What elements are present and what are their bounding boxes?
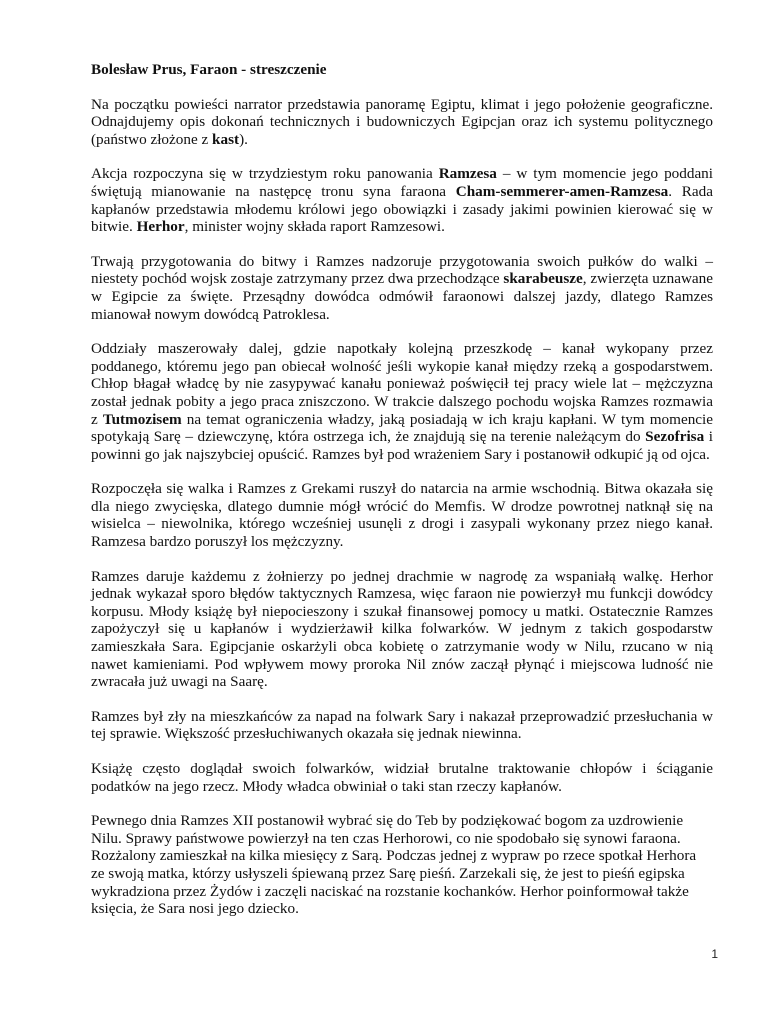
text-run: na temat ograniczenia władzy, jaką posiadają w ich kraju kapłani. W tym momencie spotykają Sarę – dziewczynę, która ostrzega ich, że znajdują się na terenie należącym do (91, 410, 713, 446)
paragraph-1 (91, 96, 713, 149)
paragraph-4 (91, 340, 713, 463)
text-run: . Rada kapłanów przedstawia młodemu królowi jego obowiązki i zasady jakimi powinien kierować się w bitwie. (91, 182, 713, 236)
paragraph-9: Pewnego dnia Ramzes XII postanowił wybrać się do Teb by podziękować bogom za uzdrowienie Nilu. Sprawy państwowe powierzył na ten czas Herhorowi, co nie spodobało się synowi faraona. Rozżalony zamieszkał na kilka miesięcy z Sarą. Podczas jednej z wypraw po rzece spotkał Herhora ze swoją matka, którzy usłyszeli śpiewaną przez Sarę pieśń. Zarzekali się, że jest to pieśń egipska wykradziona przez Żydów i zaczęli naciskać na rozstanie kochanków. Herhor poinformował także księcia, że Sara nosi jego dziecko. (91, 812, 697, 918)
bold-term-herhor: Herhor (136, 218, 185, 236)
bold-term-tutmozisem: Tutmozisem (102, 410, 182, 428)
text-run: Akcja rozpoczyna się w trzydziestym roku panowania (91, 165, 439, 183)
page-number: 1 (711, 947, 718, 961)
text-run: Trwają przygotowania do bitwy i Ramzes nadzoruje przygotowania swoich pułków do walki – niestety pochód wojsk zostaje zatrzymany przez dwa przechodzące (91, 252, 713, 288)
bold-term-cham-semmerer: Cham-semmerer-amen-Ramzesa (455, 182, 669, 200)
text-run: ). (239, 130, 248, 148)
text-run: , zwierzęta uznawane w Egipcie za święte. Przesądny dowódca odmówił faraonowi dalszej jazdy, dlatego Ramzes mianował nowym dowódcą Patroklesa. (91, 270, 713, 323)
paragraph-2 (91, 165, 713, 235)
paragraph-5: Rozpoczęła się walka i Ramzes z Grekami ruszył do natarcia na armie wschodnią. Bitwa okazała się dla niego zwycięska, dlatego dumnie mógł wrócić do Memfis. W drodze powrotnej natknął się na wisielca – niewolnika, którego wcześniej usunęli z drogi i zasypali wykonany przez niego kanał. Ramzesa bardzo poruszył los mężczyzny. (91, 480, 713, 551)
text-run: Na początku powieści narrator przedstawia panoramę Egiptu, klimat i jego położenie geograficzne. Odnajdujemy opis dokonań technicznych i budowniczych Egipcjan oraz ich systemu politycznego (państwo złożone z (91, 95, 713, 148)
text-run: , minister wojny składa raport Ramzesowi. (184, 218, 445, 236)
paragraph-6: Ramzes daruje każdemu z żołnierzy po jednej drachmie w nagrodę za wspaniałą walkę. Herhor jednak wykazał sporo błędów taktycznych Ramzesa, więc faraon nie powierzył mu funkcji dowódcy korpusu. Młody książę był niepocieszony i szukał finansowej pomocy u matki. Ostatecznie Ramzes zapożyczył się u kapłanów i wydzierżawił kilka folwarków. W jednym z takich gospodarstw zamieszkała Sara. Egipcjanie oskarżyli obca kobietę o zatrzymanie wody w Nilu, rzucano w nią nawet kamieniami. Pod wpływem mowy proroka Nil znów zaczął płynąć i miejscowa ludność nie zwracała już uwagi na Saarę. (91, 567, 713, 691)
paragraph-7: Ramzes był zły na mieszkańców za napad na folwark Sary i nakazał przeprowadzić przesłuchania w tej sprawie. Większość przesłuchiwanych okazała się jednak niewinna. (91, 707, 713, 743)
document-title: Bolesław Prus, Faraon - streszczenie (91, 61, 327, 78)
paragraph-8: Książę często doglądał swoich folwarków, widział brutalne traktowanie chłopów i ściąganie podatków na jego rzecz. Młody władca obwiniał o taki stan rzeczy kapłanów. (91, 760, 713, 795)
text-run: Oddziały maszerowały dalej, gdzie napotkały kolejną przeszkodę – kanał wykopany przez poddanego, któremu jego pan obiecał wolność jeśli wykopie kanał między rzeką a gospodarstwem. Chłop błagał władcę by nie zasypywać kanału ponieważ poświęcił tej pracy wiele lat – mężczyzna został jednak pobity a jego praca zniszczono. W trakcie dalszego pochodu wojska Ramzes rozmawia z (91, 340, 713, 428)
bold-term-kast: kast (212, 130, 240, 148)
document-body (91, 61, 713, 935)
bold-term-ramzesa: Ramzesa (438, 165, 497, 183)
paragraph-3 (91, 253, 713, 323)
text-run: i powinni go jak najszybciej opuścić. Ramzes był pod wrażeniem Sary i postanowił odkupić ją od ojca. (91, 428, 713, 463)
bold-term-sezofrisa: Sezofrisa (645, 428, 705, 446)
bold-term-skarabeusze: skarabeusze (503, 270, 583, 288)
text-run: – w tym momencie jego poddani świętują mianowanie na następcę tronu syna faraona (91, 165, 713, 200)
